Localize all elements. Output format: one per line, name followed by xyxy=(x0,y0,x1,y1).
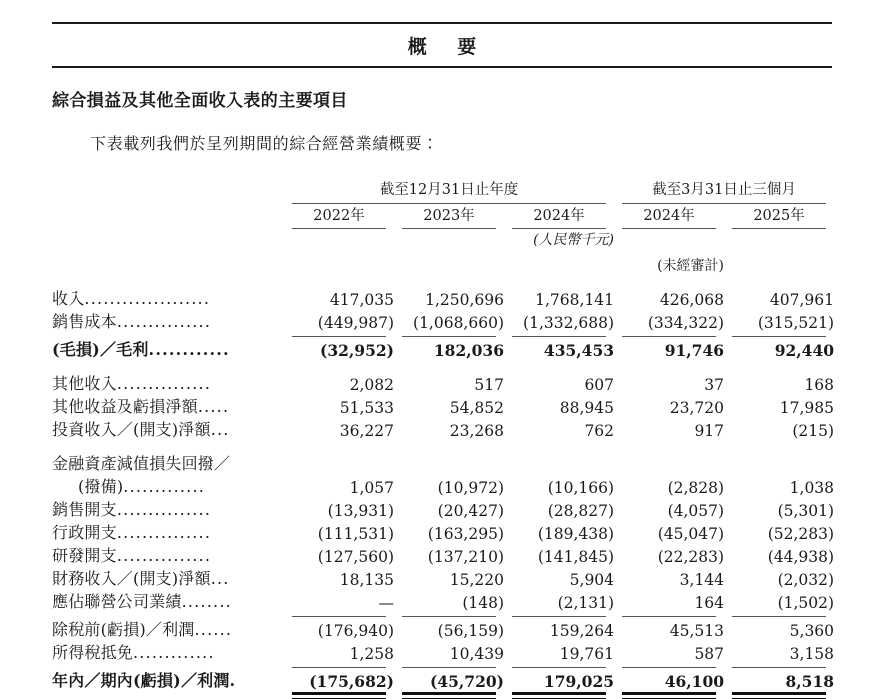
subtotal-rule xyxy=(614,691,724,699)
row-value: 92,440 xyxy=(774,341,835,360)
spacer-cell xyxy=(52,360,834,371)
row-value: (111,531) xyxy=(317,525,394,543)
row-value: (163,295) xyxy=(427,525,504,543)
leader-dots: . xyxy=(229,671,237,690)
leader-dots: ........ xyxy=(181,592,232,611)
row-value: (1,068,660) xyxy=(413,314,504,332)
gap-before-impairment-row xyxy=(52,440,834,451)
leader-dots: ............. xyxy=(123,477,206,496)
row-value: 17,985 xyxy=(779,399,835,417)
row-label xyxy=(52,520,284,543)
table-row xyxy=(52,337,834,360)
row-value: 54,852 xyxy=(449,399,504,417)
leader-dots: ............... xyxy=(116,374,212,393)
table-header-group-row xyxy=(52,178,834,199)
row-label-text: 所得稅抵免 xyxy=(52,643,134,662)
column-group-quarterly: 截至3月31日止三個月 xyxy=(652,182,796,198)
row-label xyxy=(52,371,284,394)
rule-spacer xyxy=(52,691,284,699)
row-value: (148) xyxy=(462,594,504,612)
row-label-text: 收入 xyxy=(52,289,85,308)
row-value: 168 xyxy=(804,376,835,394)
row-value: 51,533 xyxy=(339,399,394,417)
running-head xyxy=(52,22,832,68)
financial-table-body xyxy=(52,286,834,699)
row-value xyxy=(394,451,504,474)
leader-dots: .................... xyxy=(84,289,211,308)
row-value: 5,360 xyxy=(789,622,835,640)
row-value: 159,264 xyxy=(549,622,615,640)
currency-note-blank-2023 xyxy=(394,229,504,249)
currency-note-blank-q1-2024 xyxy=(614,229,724,249)
row-value: (28,827) xyxy=(547,502,615,520)
section-heading: 綜合損益及其他全面收入表的主要項目 xyxy=(52,91,348,111)
table-row xyxy=(52,589,834,612)
column-group-annual: 截至12月31日止年度 xyxy=(379,182,519,198)
row-value: (137,210) xyxy=(427,548,504,566)
row-label xyxy=(52,309,284,332)
header-year-corner-cell xyxy=(52,204,284,225)
row-label-text: 除稅前(虧損)／利潤 xyxy=(52,620,195,639)
row-value: (215) xyxy=(792,422,835,440)
audited-note-blank-2022 xyxy=(284,249,394,275)
header-corner-cell xyxy=(52,178,284,199)
row-value: (22,283) xyxy=(657,548,725,566)
row-value: 88,945 xyxy=(559,399,615,417)
row-value: 517 xyxy=(474,376,504,394)
row-label xyxy=(52,566,284,589)
currency-note-blank-q1-2025 xyxy=(724,229,834,249)
row-value: (20,427) xyxy=(437,502,504,520)
audited-note-blank-q1-2025 xyxy=(724,249,834,275)
row-label xyxy=(52,617,284,640)
row-label xyxy=(52,337,284,360)
row-value: 46,100 xyxy=(664,672,725,691)
row-value: 2,082 xyxy=(349,376,394,394)
row-label-text: 投資收入／(開支)淨額 xyxy=(52,420,211,439)
row-value: (1,502) xyxy=(777,594,835,612)
row-value: 23,268 xyxy=(449,422,504,440)
row-value: (5,301) xyxy=(777,502,835,520)
table-row xyxy=(52,394,834,417)
row-label-text: 年內／期內(虧損)／利潤 xyxy=(52,671,230,690)
row-label-text: (撥備) xyxy=(78,477,124,496)
row-value: 15,220 xyxy=(449,571,504,589)
leader-dots: ... xyxy=(210,569,230,588)
row-value: 3,144 xyxy=(679,571,725,589)
row-value: (44,938) xyxy=(767,548,835,566)
row-value: (1,332,688) xyxy=(523,314,615,332)
subtotal-rule xyxy=(724,691,834,699)
row-value: (45,047) xyxy=(657,525,725,543)
unaudited-note: (未經審計) xyxy=(657,258,725,274)
row-value: 3,158 xyxy=(789,645,835,663)
currency-note-blank-2022 xyxy=(284,229,394,249)
spacer-cell xyxy=(52,440,834,451)
row-value: (45,720) xyxy=(430,672,504,691)
row-value: 36,227 xyxy=(339,422,394,440)
table-row xyxy=(52,520,834,543)
row-value: (13,931) xyxy=(327,502,394,520)
row-value: 182,036 xyxy=(433,341,504,360)
row-label xyxy=(52,394,284,417)
row-value: 607 xyxy=(584,376,615,394)
row-value: (56,159) xyxy=(437,622,504,640)
row-label xyxy=(52,589,284,612)
column-header-2024: 2024年 xyxy=(533,208,585,224)
row-label-text: 銷售開支 xyxy=(52,500,117,519)
row-value: 417,035 xyxy=(329,291,394,309)
table-header-year-row xyxy=(52,204,834,225)
audited-note-blank-2024 xyxy=(504,249,614,275)
leader-dots: ............... xyxy=(116,312,212,331)
row-value: (449,987) xyxy=(317,314,394,332)
row-value: 426,068 xyxy=(659,291,725,309)
row-label-text: 其他收益及虧損淨額 xyxy=(52,397,198,416)
row-value: (2,131) xyxy=(557,594,615,612)
row-value: (334,322) xyxy=(647,314,725,332)
row-value: 1,768,141 xyxy=(535,291,615,309)
column-header-2023: 2023年 xyxy=(423,208,475,224)
row-value: (176,940) xyxy=(317,622,394,640)
leader-dots: ............... xyxy=(116,546,212,565)
currency-note-spacer xyxy=(52,229,284,249)
financial-summary-table xyxy=(52,178,834,699)
row-value: (175,682) xyxy=(309,672,394,691)
row-label xyxy=(52,640,284,663)
table-row xyxy=(52,566,834,589)
row-value: 407,961 xyxy=(769,291,835,309)
gap-after-gross-profit xyxy=(52,360,834,371)
row-value: (10,972) xyxy=(437,479,504,497)
row-value xyxy=(504,451,614,474)
row-value: 435,453 xyxy=(543,341,615,360)
row-value: 164 xyxy=(694,594,725,612)
row-value xyxy=(614,451,724,474)
table-row xyxy=(52,474,834,497)
leader-dots: ............ xyxy=(148,340,230,359)
row-value: 587 xyxy=(694,645,725,663)
currency-note-row xyxy=(52,229,834,249)
column-header-2022: 2022年 xyxy=(313,208,365,224)
row-value: 8,518 xyxy=(785,672,835,691)
row-label-text: 金融資產減值損失回撥／ xyxy=(52,454,231,473)
subtotal-rule xyxy=(394,691,504,699)
financial-table-wrapper xyxy=(52,178,834,699)
row-value: (141,845) xyxy=(537,548,615,566)
table-row xyxy=(52,543,834,566)
row-value: 18,135 xyxy=(339,571,394,589)
audited-note-row xyxy=(52,249,834,275)
row-value: (2,032) xyxy=(777,571,835,589)
row-value: 917 xyxy=(694,422,725,440)
row-label-text: 財務收入／(開支)淨額 xyxy=(52,569,211,588)
row-value: 1,038 xyxy=(789,479,835,497)
audited-note-blank-2023 xyxy=(394,249,504,275)
running-head-rule-bottom xyxy=(52,66,832,68)
table-row xyxy=(52,617,834,640)
leader-dots: ............... xyxy=(116,523,212,542)
row-value: 1,057 xyxy=(349,479,394,497)
row-value: 1,250,696 xyxy=(425,291,504,309)
row-label xyxy=(52,286,284,309)
leader-dots: ............... xyxy=(116,500,212,519)
row-value: — xyxy=(378,594,394,612)
table-row xyxy=(52,371,834,394)
table-closing-double-rule xyxy=(52,691,834,699)
row-value: (52,283) xyxy=(767,525,835,543)
row-value: 10,439 xyxy=(449,645,504,663)
row-value: 762 xyxy=(584,422,615,440)
row-label xyxy=(52,417,284,440)
subtotal-rule xyxy=(504,691,614,699)
column-header-2025-q1: 2025年 xyxy=(753,208,805,224)
leader-dots: ...... xyxy=(194,620,233,639)
row-value: 37 xyxy=(704,376,725,394)
table-row xyxy=(52,286,834,309)
row-label-text: 應佔聯營公司業績 xyxy=(52,592,182,611)
table-row xyxy=(52,309,834,332)
header-body-spacer-row xyxy=(52,275,834,286)
row-value: (127,560) xyxy=(317,548,394,566)
leader-dots: ..... xyxy=(197,397,230,416)
table-row xyxy=(52,640,834,663)
row-label-text: 行政開支 xyxy=(52,523,117,542)
audited-note-spacer xyxy=(52,249,284,275)
table-row xyxy=(52,417,834,440)
page-title: 概 要 xyxy=(407,36,489,58)
table-row xyxy=(52,451,834,474)
section-intro-paragraph: 下表載列我們於呈列期間的綜合經營業績概要： xyxy=(90,134,439,153)
row-label-text: 研發開支 xyxy=(52,546,117,565)
row-label-text: 其他收入 xyxy=(52,374,117,393)
row-label xyxy=(52,451,284,474)
row-value: (4,057) xyxy=(667,502,725,520)
leader-dots: ... xyxy=(210,420,230,439)
row-value: (2,828) xyxy=(667,479,725,497)
row-value: (315,521) xyxy=(757,314,835,332)
row-value: 5,904 xyxy=(569,571,615,589)
row-value: 19,761 xyxy=(559,645,615,663)
row-value: (10,166) xyxy=(547,479,615,497)
row-value xyxy=(284,451,394,474)
row-value: 23,720 xyxy=(669,399,725,417)
row-value: 179,025 xyxy=(543,672,615,691)
row-value: (32,952) xyxy=(320,341,394,360)
row-label-text: (毛損)／毛利 xyxy=(52,340,149,359)
subtotal-rule xyxy=(284,691,394,699)
row-value: 1,258 xyxy=(349,645,394,663)
row-label xyxy=(52,668,284,691)
row-label xyxy=(52,474,284,497)
row-value: (189,438) xyxy=(537,525,615,543)
table-row xyxy=(52,668,834,691)
row-value: 91,746 xyxy=(664,341,725,360)
row-value xyxy=(724,451,834,474)
row-label-text: 銷售成本 xyxy=(52,312,117,331)
row-value: 45,513 xyxy=(669,622,725,640)
header-body-spacer-cell xyxy=(52,275,834,286)
row-label xyxy=(52,497,284,520)
column-header-2024-q1: 2024年 xyxy=(643,208,695,224)
table-row xyxy=(52,497,834,520)
row-label xyxy=(52,543,284,566)
currency-note: (人民幣千元) xyxy=(533,232,615,248)
leader-dots: ............. xyxy=(133,643,215,662)
